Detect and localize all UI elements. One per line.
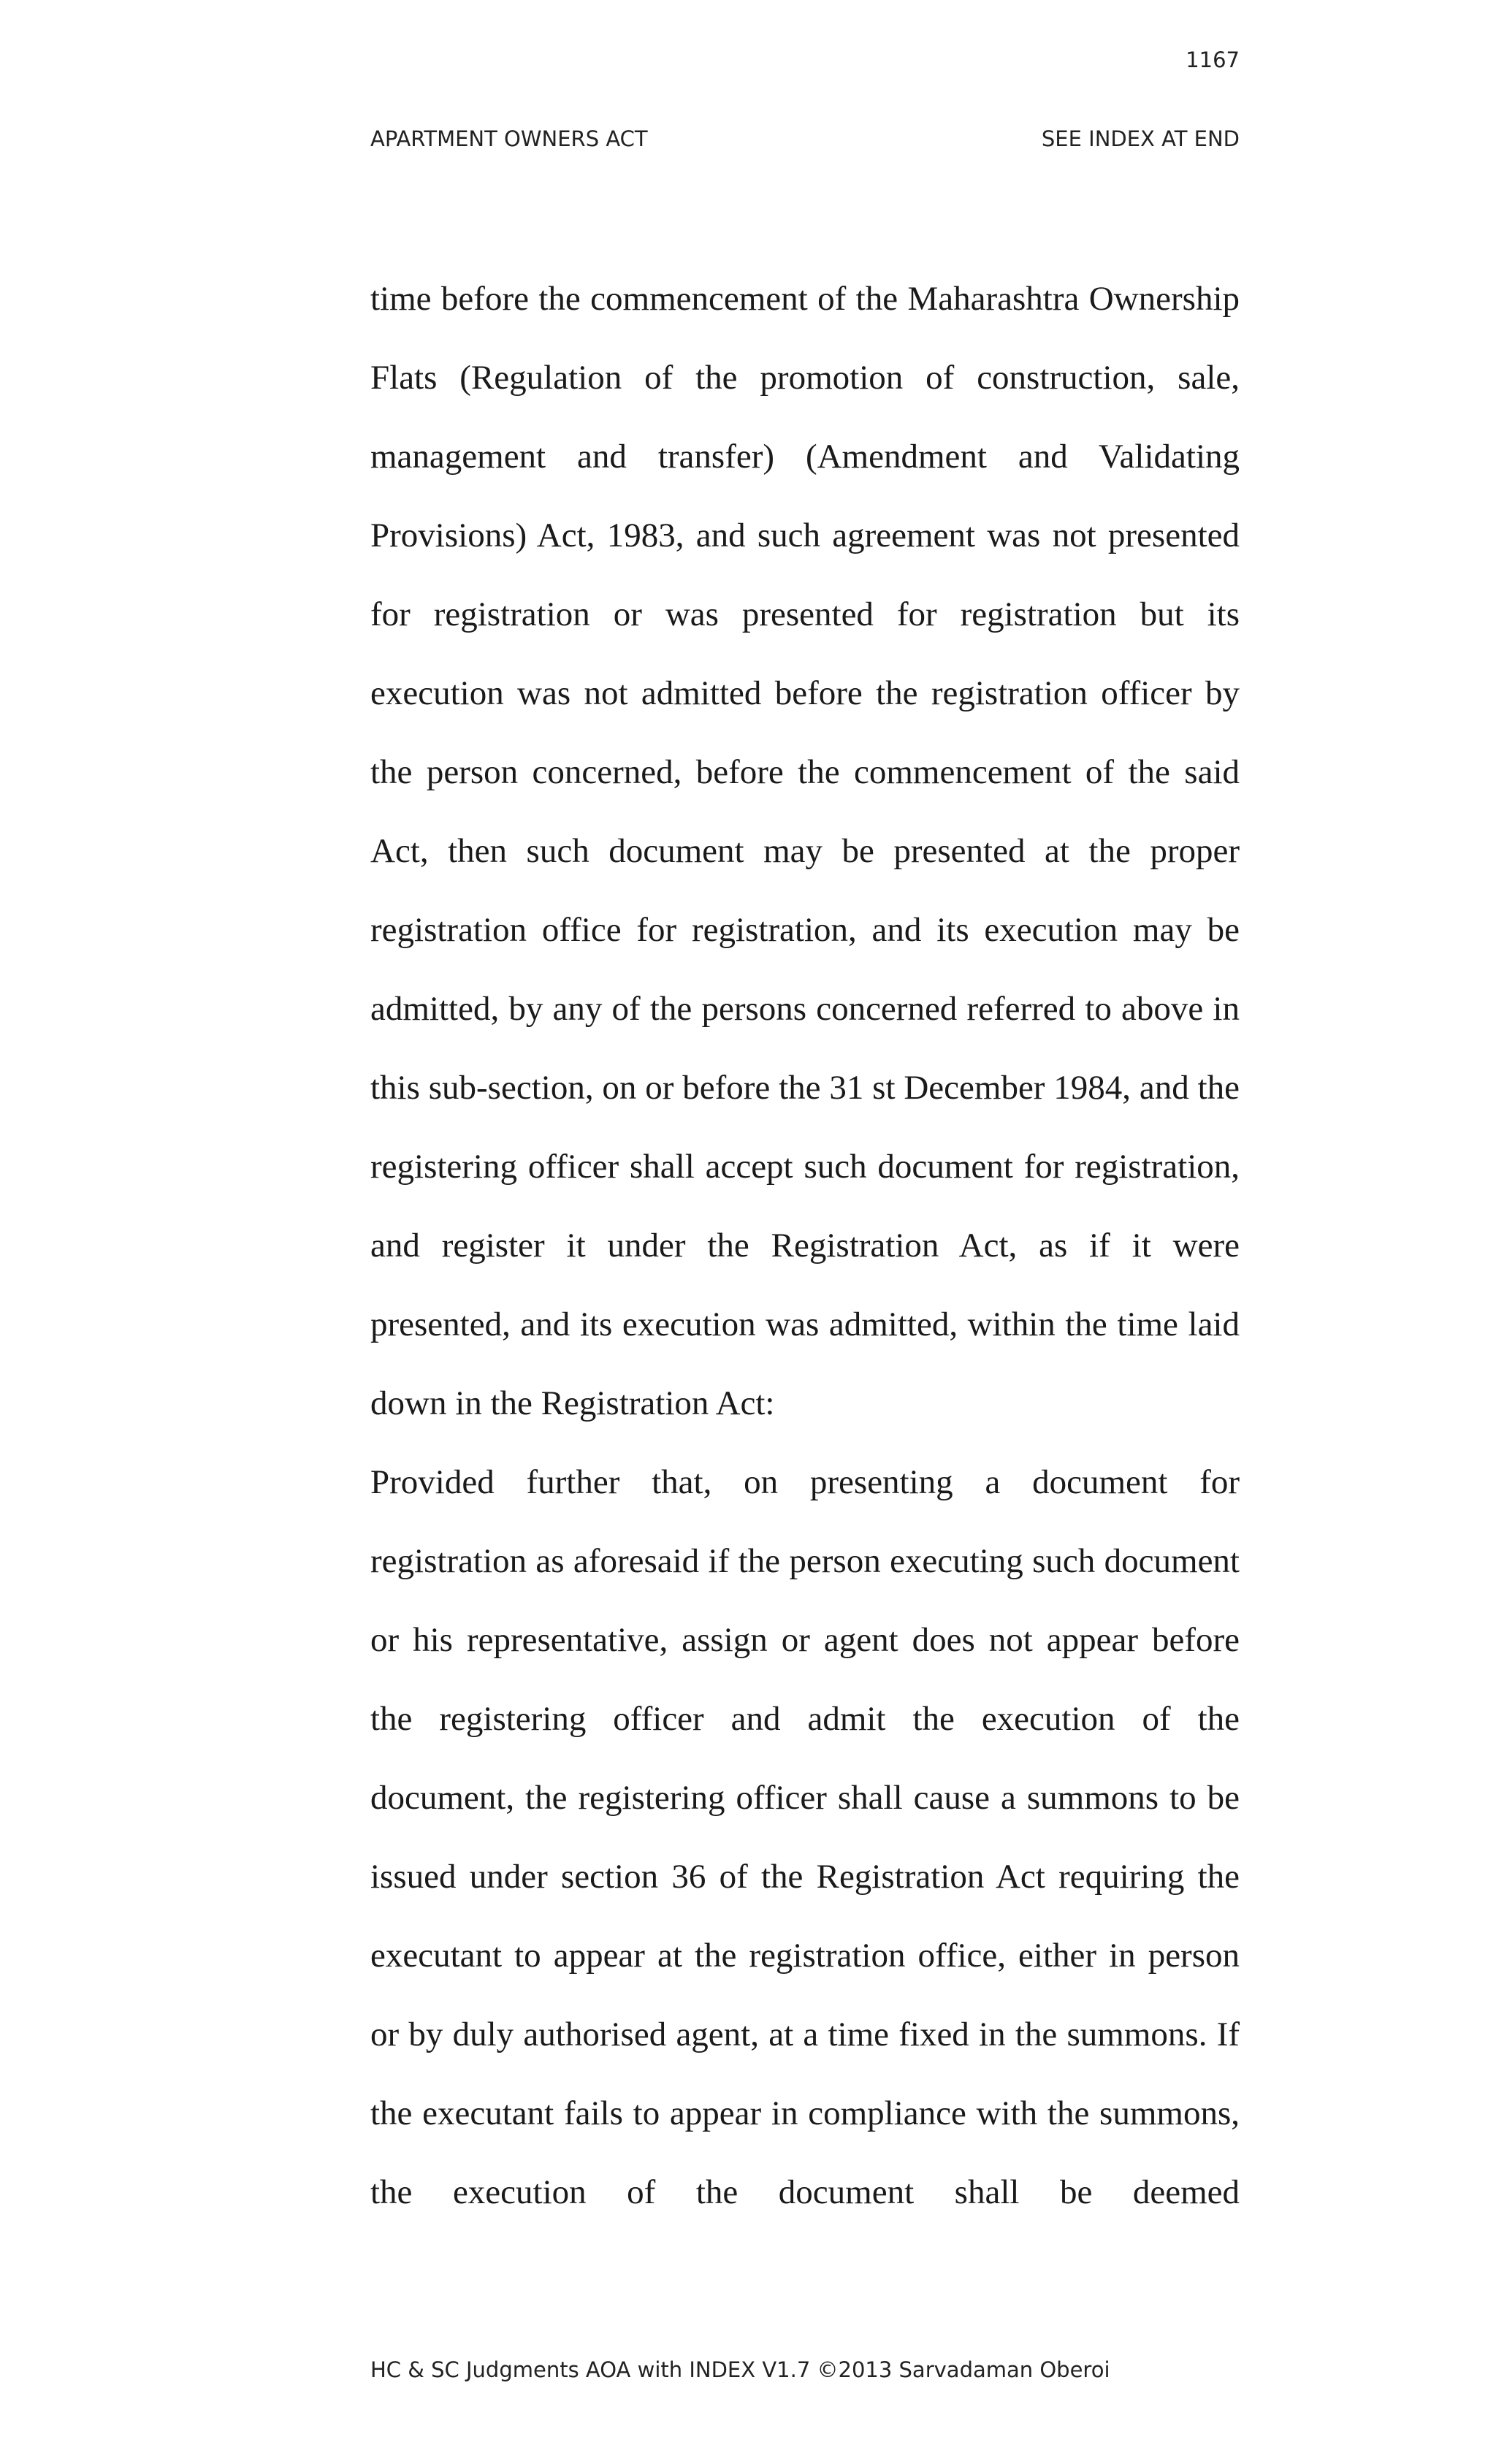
body-paragraph: Provided further that, on presenting a document for registration as aforesaid if the person executing such document or his representative, assign or agent does not appear before the registering officer and admit the execution of the document, the registering officer shall cause a summons to be issued under section 36 of the Registration Act requiring the executant to appear at the registration office, either in person or by duly authorised agent, at a time fixed in the summons. If the executant fails to appear in compliance with the summons, the execution of the document shall be deemed [370, 1463, 1240, 2211]
body-paragraph: time before the commencement of the Maharashtra Ownership Flats (Regulation of the promotion of construction, sale, management and transfer) (Amendment and Validating Provisions) Act, 1983, and such agreement was not presented for registration or was presented for registration but its execution was not admitted before the registration officer by the person concerned, before the commencement of the said Act, then such document may be presented at the proper registration office for registration, and its execution may be admitted, by any of the persons concerned referred to above in this sub-section, on or before the 31 st December 1984, and the registering officer shall accept such document for registration, and register it under the Registration Act, as if it were presented, and its execution was admitted, within the time laid down in the Registration Act: [370, 280, 1240, 1422]
body-text [370, 259, 1240, 2232]
page-number: 1167 [1186, 47, 1240, 72]
running-header-index-note: SEE INDEX AT END [1041, 126, 1240, 151]
running-header-title: APARTMENT OWNERS ACT [370, 126, 648, 151]
page-footer: HC & SC Judgments AOA with INDEX V1.7 ©2013 Sarvadaman Oberoi [370, 2357, 1110, 2382]
